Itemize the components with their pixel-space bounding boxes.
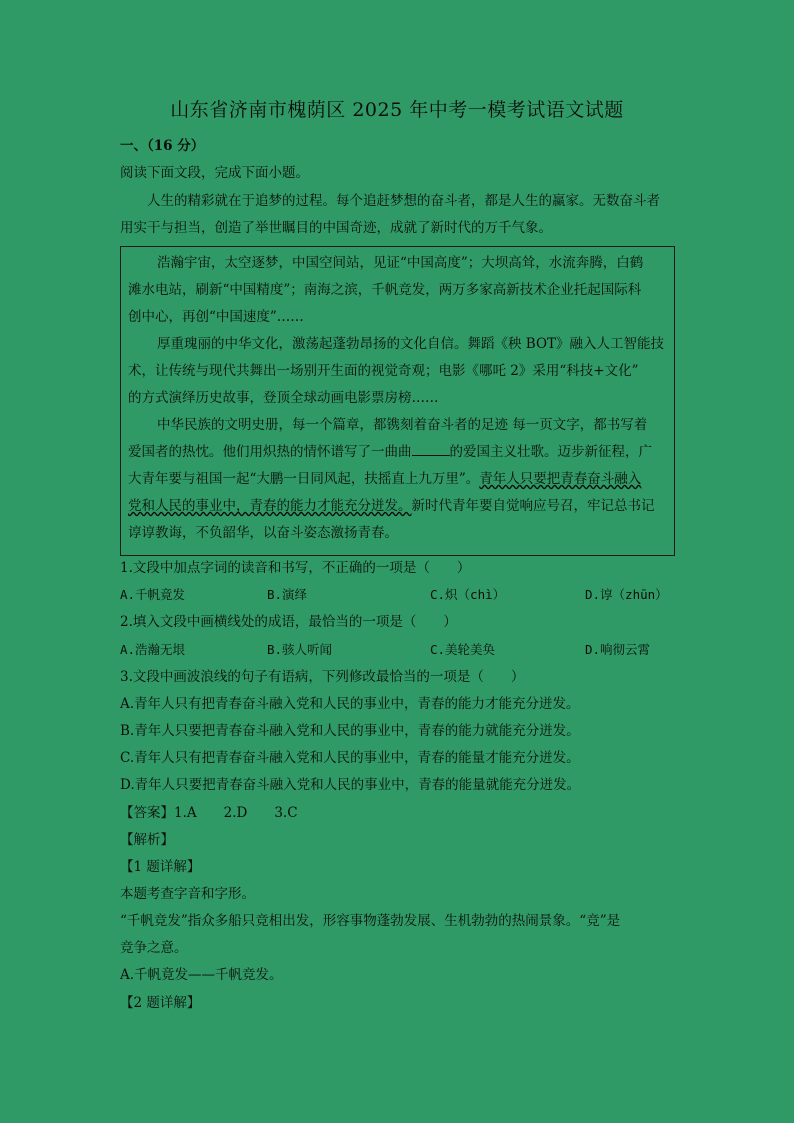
box-line-9 [128, 469, 641, 489]
wavy-sentence-b: 党和人民的事业中，青春的能力才能充分迸发。 [128, 498, 412, 514]
wavy-sentence-a: 青年人只要把青春奋斗融入 [479, 471, 642, 487]
box-line-6: 的方式演绎历史故事，登顶全球动画电影票房榜…… [128, 390, 439, 406]
box-line-9-a: 大青年要与祖国一起“大鹏一日同风起，扶摇直上九万里”。 [128, 471, 480, 487]
q1-option-d: D.谆（zhūn） [585, 587, 668, 602]
box-line-5: 术，让传统与现代共舞出一场别开生面的视觉奇观；电影《哪吒 2》采用“科技+文化” [128, 363, 639, 379]
box-line-2: 滩水电站，刷新“中国精度”；南海之滨，千帆竞发，两万多家高新技术企业托起国际科 [128, 282, 642, 298]
q2-option-a: A.浩瀚无垠 [120, 642, 186, 657]
intro-line-1: 人生的精彩就在于追梦的过程。每个追赶梦想的奋斗者，都是人生的赢家。无数奋斗者 [147, 193, 660, 209]
q3-option-c: C.青年人只有把青春奋斗融入党和人民的事业中，青春的能量才能充分迸发。 [120, 750, 580, 766]
q2-option-d: D.响彻云霄 [585, 642, 651, 657]
instruction: 阅读下面文段，完成下面小题。 [120, 165, 309, 181]
detail-1-text-2: “千帆竞发”指众多船只竞相出发，形容事物蓬勃发展、生机勃勃的热闹景象。“竞”是 [120, 913, 621, 929]
box-line-7: 中华民族的文明史册，每一个篇章，都镌刻着奋斗者的足迹 每一页文字，都书写着 [157, 417, 648, 433]
q3-option-a: A.青年人只有把青春奋斗融入党和人民的事业中，青春的能力才能充分迸发。 [120, 696, 580, 712]
section-heading: 一、（16 分） [120, 138, 205, 154]
box-line-3: 创中心，再创“中国速度”…… [128, 309, 304, 325]
q3-option-b: B.青年人只要把青春奋斗融入党和人民的事业中，青春的能力就能充分迸发。 [120, 723, 580, 739]
detail-1-text-1: 本题考查字音和字形。 [120, 886, 255, 902]
detail-2-heading: 【2 题详解】 [120, 995, 201, 1011]
fill-blank [412, 442, 450, 456]
q1-stem: 1.文段中加点字词的读音和书写，不正确的一项是（ ） [120, 560, 471, 576]
q3-stem: 3.文段中画波浪线的句子有语病，下列修改最恰当的一项是（ ） [120, 669, 525, 685]
analysis-heading: 【解析】 [120, 832, 174, 848]
q1-option-a: A.千帆竟发 [120, 587, 186, 602]
box-line-11: 谆谆教诲，不负韶华，以奋斗姿态激扬青春。 [128, 525, 398, 541]
q3-option-d: D.青年人只要把青春奋斗融入党和人民的事业中，青春的能量就能充分迸发。 [120, 777, 581, 793]
intro-line-2: 用实干与担当，创造了举世瞩目的中国奇迹，成就了新时代的万千气象。 [120, 220, 552, 236]
q1-option-c: C.炽（chì） [430, 587, 506, 602]
answer-line: 【答案】1.A 2.D 3.C [120, 805, 298, 821]
box-line-10 [128, 496, 655, 516]
q1-option-b: B.演绎 [267, 587, 308, 602]
box-line-8 [128, 442, 652, 462]
detail-1-text-4: A.千帆竟发——千帆竞发。 [120, 967, 283, 983]
box-line-8-b: 的爱国主义壮歌。迈步新征程，广 [449, 444, 652, 460]
q2-option-b: B.骇人听闻 [267, 642, 333, 657]
box-line-8-a: 爱国者的热忱。他们用炽热的情怀谱写了一曲曲 [128, 444, 412, 460]
detail-1-heading: 【1 题详解】 [120, 859, 201, 875]
q2-option-c: C.美轮美奂 [430, 642, 496, 657]
page-title: 山东省济南市槐荫区 2025 年中考一模考试语文试题 [170, 99, 624, 121]
detail-1-text-3: 竞争之意。 [120, 940, 188, 956]
box-line-1: 浩瀚宇宙，太空逐梦，中国空间站，见证“中国高度”；大坝高耸，水流奔腾，白鹤 [157, 255, 644, 271]
q2-stem: 2.填入文段中画横线处的成语，最恰当的一项是（ ） [120, 614, 457, 630]
box-line-4: 厚重瑰丽的中华文化，激荡起蓬勃昂扬的文化自信。舞蹈《秧 BOT》融入人工智能技 [157, 336, 665, 352]
box-line-10-b: 新时代青年要自觉响应号召，牢记总书记 [411, 498, 655, 514]
